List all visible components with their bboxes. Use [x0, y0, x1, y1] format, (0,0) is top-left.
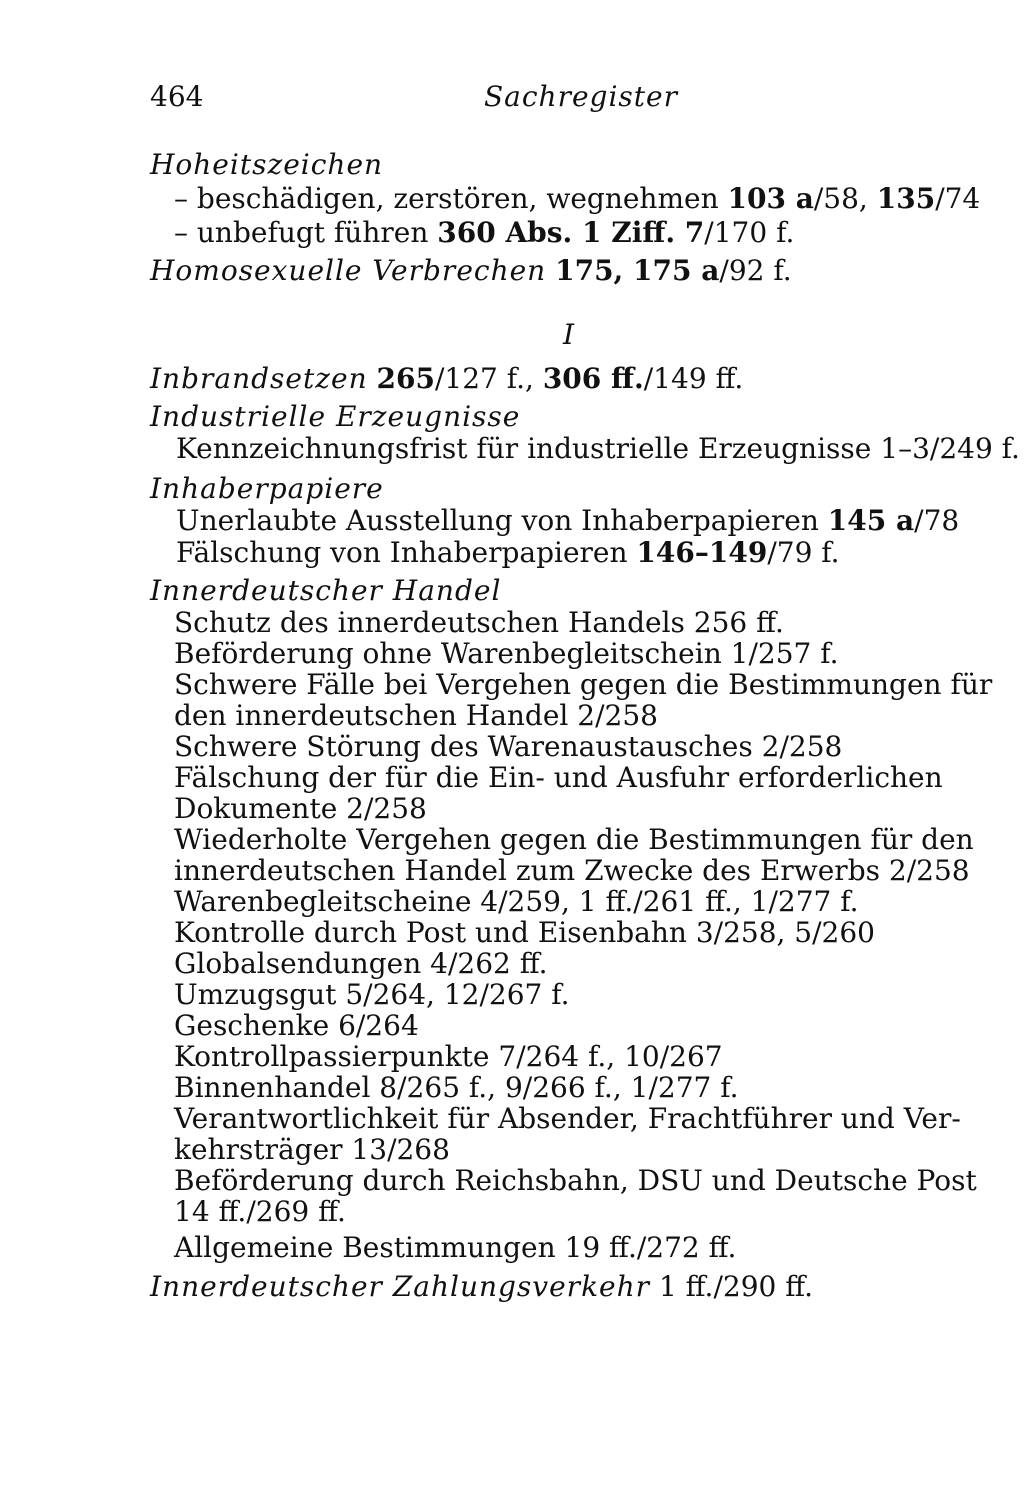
index-subentry-line: 14 ff./269 ff.	[174, 1195, 346, 1228]
page-ref: /78	[914, 504, 960, 537]
index-subentry-line: Allgemeine Bestimmungen 19 ff./272 ff.	[174, 1231, 737, 1264]
index-subentry-line: Wiederholte Vergehen gegen die Bestimmungen für den	[174, 823, 974, 856]
index-subentry-line: Warenbegleitscheine 4/259, 1 ff./261 ff., 1/277 f.	[174, 885, 859, 918]
paragraph-ref: 306 ff.	[542, 362, 644, 395]
index-term-inhaberpapiere: Inhaberpapiere	[150, 472, 384, 505]
index-subentry	[176, 536, 840, 570]
index-subentry	[176, 504, 959, 538]
page-ref: 1 ff./290 ff.	[658, 1270, 814, 1303]
page-ref: /127 f.,	[434, 362, 543, 395]
index-term: Homosexuelle Verbrechen	[150, 254, 547, 287]
index-subentry-line: Beförderung ohne Warenbegleitschein 1/257 f.	[174, 637, 839, 670]
index-subentry-line: Kontrolle durch Post und Eisenbahn 3/258, 5/260	[174, 916, 875, 949]
page-ref: /92 f.	[719, 254, 792, 287]
index-subentry	[174, 182, 980, 216]
index-subentry-line: Dokumente 2/258	[174, 792, 427, 825]
index-subentry-line: Schwere Fälle bei Vergehen gegen die Bestimmungen für	[174, 668, 993, 701]
paragraph-ref: 103 a	[727, 182, 814, 215]
index-term-industrielle: Industrielle Erzeugnisse	[150, 400, 521, 433]
index-entry-homosexuelle	[150, 254, 792, 288]
page-ref: /149 ff.	[643, 362, 744, 395]
index-term-hoheitszeichen: Hoheitszeichen	[150, 148, 384, 181]
paragraph-ref: 360 Abs. 1 Ziff. 7	[437, 216, 705, 249]
paragraph-ref: 265	[376, 362, 435, 395]
page-ref: /58,	[813, 182, 877, 215]
index-subentry-line: Fälschung der für die Ein- und Ausfuhr erforderlichen	[174, 761, 943, 794]
index-subentry: Kennzeichnungsfrist für industrielle Erzeugnisse 1–3/249 f.	[176, 432, 1020, 465]
index-subentry-line: Kontrollpassierpunkte 7/264 f., 10/267	[174, 1040, 723, 1073]
page-ref: /170 f.	[704, 216, 795, 249]
index-subentry	[174, 216, 794, 250]
subentry-text: Unerlaubte Ausstellung von Inhaberpapieren	[176, 504, 828, 537]
paragraph-ref: 175, 175 a	[555, 254, 720, 287]
subentry-text: – unbefugt führen	[174, 216, 438, 249]
index-subentry-line: innerdeutschen Handel zum Zwecke des Erwerbs 2/258	[174, 854, 970, 887]
paragraph-ref: 135	[876, 182, 936, 215]
index-subentry-line: kehrsträger 13/268	[174, 1133, 450, 1166]
index-subentry-line: Umzugsgut 5/264, 12/267 f.	[174, 978, 570, 1011]
index-subentry-line: Schwere Störung des Warenaustausches 2/258	[174, 730, 843, 763]
paragraph-ref: 145 a	[827, 504, 915, 537]
paragraph-ref: 146–149	[636, 536, 768, 569]
index-term: Innerdeutscher Zahlungsverkehr	[150, 1270, 651, 1303]
page-ref: /74	[935, 182, 981, 215]
index-subentry-line: Geschenke 6/264	[174, 1009, 419, 1042]
section-letter: I	[563, 318, 576, 351]
page-ref: /79 f.	[767, 536, 840, 569]
index-subentry-line: Binnenhandel 8/265 f., 9/266 f., 1/277 f.	[174, 1071, 739, 1104]
page-number: 464	[150, 80, 204, 113]
subentry-text: Fälschung von Inhaberpapieren	[176, 536, 637, 569]
index-entry-inbrandsetzen	[150, 362, 743, 396]
index-subentry-line: Verantwortlichkeit für Absender, Frachtführer und Ver-	[174, 1102, 961, 1135]
subentry-text: – beschädigen, zerstören, wegnehmen	[174, 182, 728, 215]
index-term: Inbrandsetzen	[150, 362, 368, 395]
index-subentry-line: Schutz des innerdeutschen Handels 256 ff.	[174, 606, 784, 639]
index-subentry-line: den innerdeutschen Handel 2/258	[174, 699, 658, 732]
page-header-title: Sachregister	[484, 80, 678, 113]
index-entry-zahlungsverkehr	[150, 1270, 813, 1304]
index-term-innerdeutscher-handel: Innerdeutscher Handel	[150, 574, 502, 607]
index-subentry-line: Globalsendungen 4/262 ff.	[174, 947, 548, 980]
index-subentry-line: Beförderung durch Reichsbahn, DSU und Deutsche Post	[174, 1164, 977, 1197]
